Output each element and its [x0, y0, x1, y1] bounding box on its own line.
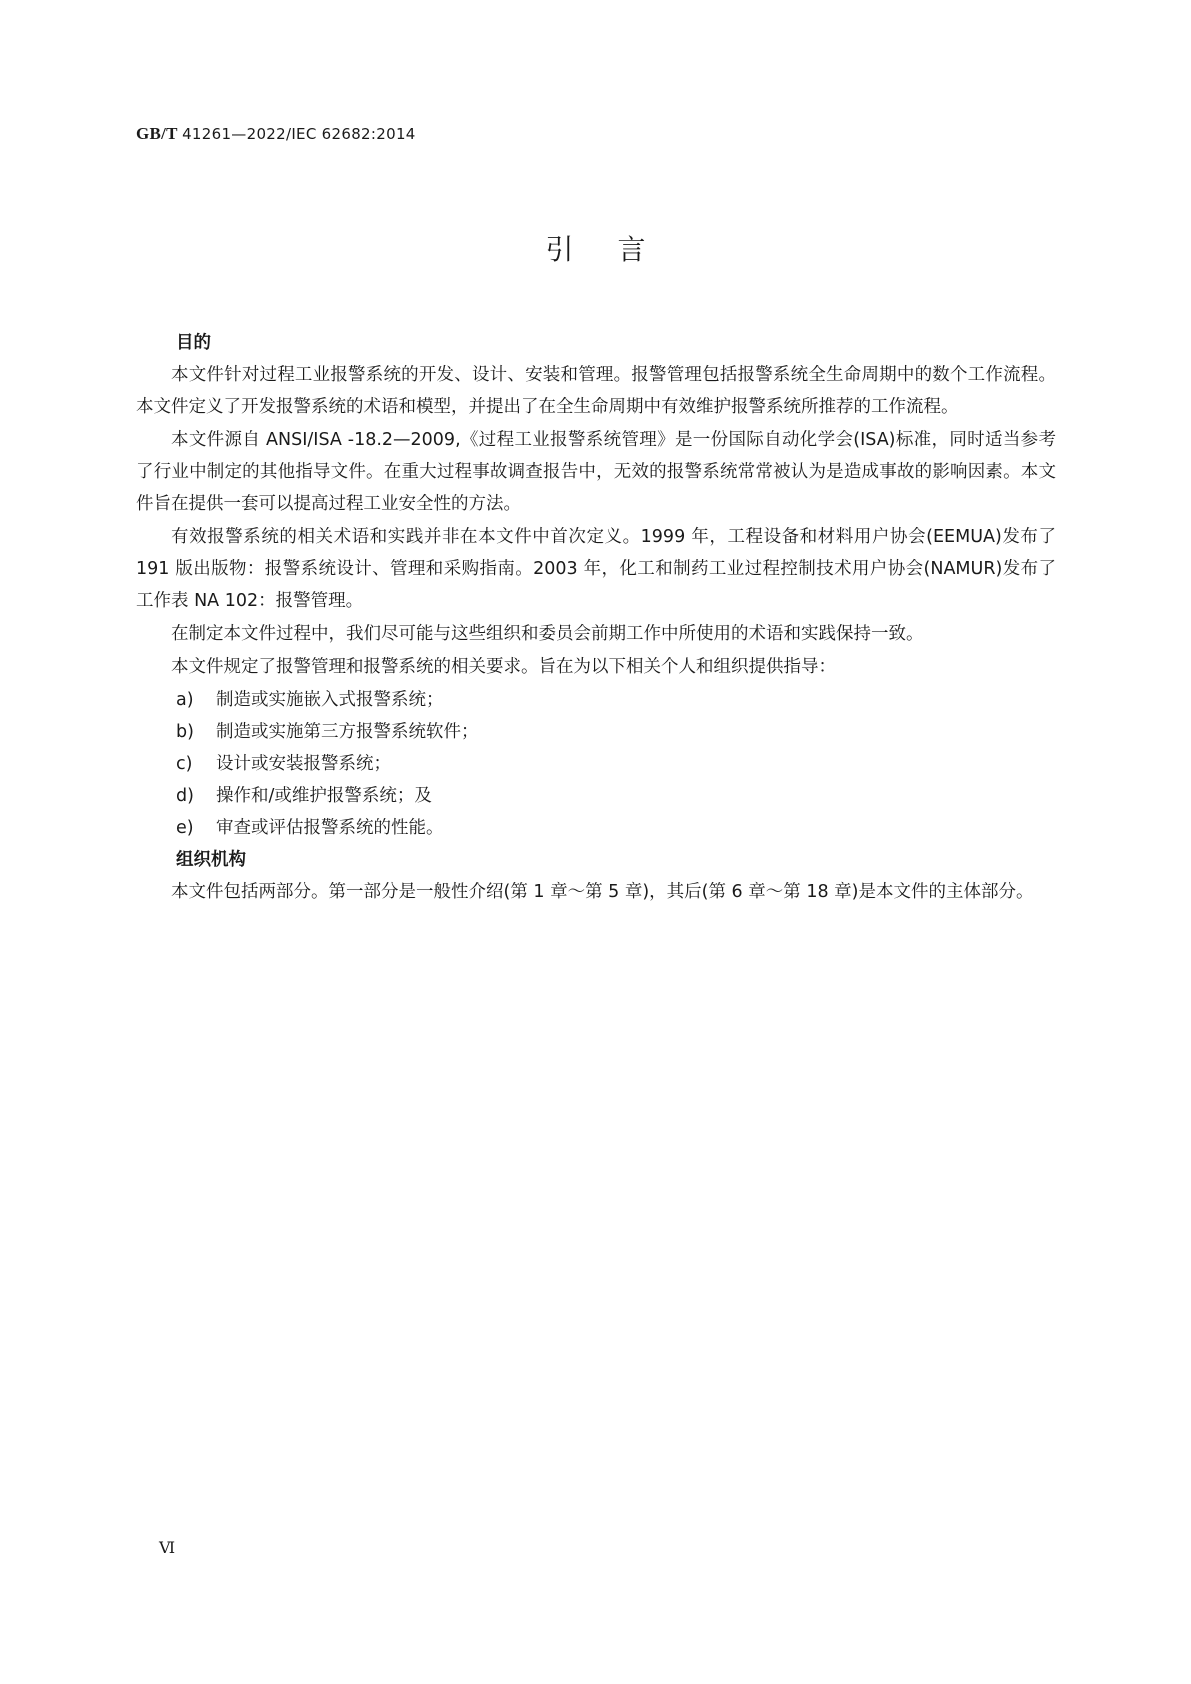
list-marker: a) [176, 690, 194, 710]
list-item [136, 812, 1056, 844]
list-text: 制造或实施第三方报警系统软件； [216, 722, 479, 742]
standard-number-header [136, 124, 416, 144]
list-item [136, 748, 1056, 780]
list-marker: d) [176, 786, 194, 806]
document-body [136, 327, 1056, 909]
standard-number: 41261—2022/IEC 62682:2014 [182, 125, 416, 143]
list-item [136, 684, 1056, 716]
standard-prefix: GB/T [136, 124, 178, 143]
section-heading-purpose: 目的 [176, 333, 211, 353]
list-text: 制造或实施嵌入式报警系统； [216, 690, 444, 710]
page-title: 引言 [545, 233, 690, 266]
list-text: 操作和/或维护报警系统；及 [216, 786, 432, 806]
list-text: 设计或安装报警系统； [216, 754, 391, 774]
paragraph: 本文件规定了报警管理和报警系统的相关要求。旨在为以下相关个人和组织提供指导： [171, 657, 836, 677]
paragraph: 本文件源自 ANSI/ISA -18.2—2009,《过程工业报警系统管理》是一份国际自动化学会(ISA)标准，同时适当参考了行业中制定的其他指导文件。在重大过程事故调查报告中，无效的报警系统常常被认为是造成事故的影响因素。本文件旨在提供一套可以提高过程工业安全性的方法。 [136, 430, 1056, 514]
list-text: 审查或评估报警系统的性能。 [216, 818, 444, 838]
paragraph: 有效报警系统的相关术语和实践并非在本文件中首次定义。1999 年，工程设备和材料用户协会(EEMUA)发布了 191 版出版物：报警系统设计、管理和采购指南。2003 年，化工和制药工业过程控制技术用户协会(NAMUR)发布了工作表 NA 102：报警管理。 [136, 527, 1056, 611]
list-item [136, 716, 1056, 748]
page-number: Ⅵ [159, 1540, 176, 1557]
section-heading-organization: 组织机构 [176, 850, 246, 870]
list-marker: b) [176, 722, 194, 742]
paragraph: 本文件针对过程工业报警系统的开发、设计、安装和管理。报警管理包括报警系统全生命周期中的数个工作流程。本文件定义了开发报警系统的术语和模型，并提出了在全生命周期中有效维护报警系统所推荐的工作流程。 [136, 365, 1056, 417]
paragraph: 在制定本文件过程中，我们尽可能与这些组织和委员会前期工作中所使用的术语和实践保持一致。 [171, 624, 924, 644]
list-marker: e) [176, 818, 194, 838]
list-marker: c) [176, 754, 193, 774]
paragraph: 本文件包括两部分。第一部分是一般性介绍(第 1 章～第 5 章)，其后(第 6 章～第 18 章)是本文件的主体部分。 [171, 882, 1034, 902]
list-item [136, 780, 1056, 812]
guidance-list [136, 684, 1056, 844]
